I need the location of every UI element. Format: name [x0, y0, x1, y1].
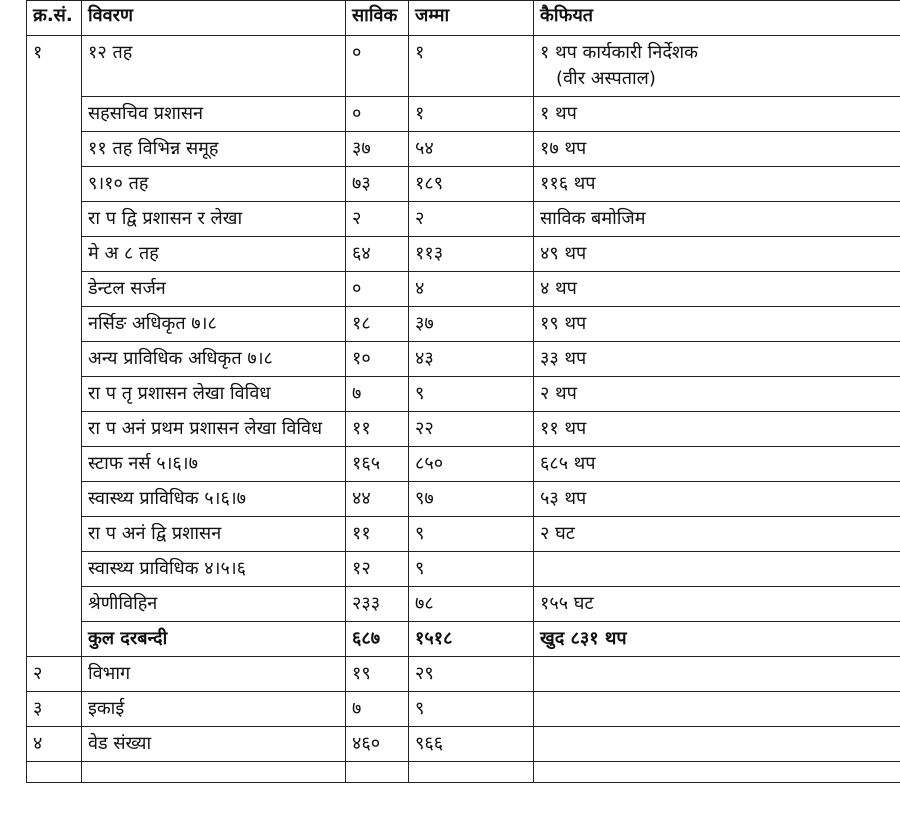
row-old: ४४ — [346, 482, 409, 517]
remarks-text: १५५ घट — [540, 593, 594, 614]
row-old: ७ — [346, 377, 409, 412]
table-row — [27, 517, 900, 552]
row-total: ७८ — [409, 587, 534, 622]
remarks-text: ४९ थप — [540, 243, 587, 264]
row-remarks — [534, 132, 900, 167]
total-total: १५१८ — [409, 622, 534, 657]
header-old: साविक — [346, 1, 409, 36]
row-total: १ — [409, 36, 534, 97]
row-total: २९ — [409, 657, 534, 692]
row-description: रा प अनं प्रथम प्रशासन लेखा विविध — [82, 412, 346, 447]
row-remarks — [534, 692, 900, 727]
total-row — [27, 622, 900, 657]
row-remarks — [534, 307, 900, 342]
remarks-text: १९ थप — [540, 313, 587, 334]
row-description: ९।१० तह — [82, 167, 346, 202]
row-old: ६४ — [346, 237, 409, 272]
row-description: इकाई — [82, 692, 346, 727]
row-remarks — [534, 482, 900, 517]
row-remarks — [534, 167, 900, 202]
cut-off-cell — [82, 762, 346, 783]
row-remarks — [534, 517, 900, 552]
cut-off-cell — [534, 762, 900, 783]
row-remarks — [534, 447, 900, 482]
row-old: २३३ — [346, 587, 409, 622]
row-old: ० — [346, 97, 409, 132]
row-description: १२ तह — [82, 36, 346, 97]
row-old: २ — [346, 202, 409, 237]
row-description: मे अ ८ तह — [82, 237, 346, 272]
remarks-text: ११ थप — [540, 418, 587, 439]
header-description: विवरण — [82, 1, 346, 36]
table-row — [27, 167, 900, 202]
cut-off-row — [27, 762, 900, 783]
row-old: ० — [346, 36, 409, 97]
row-description: ११ तह विभिन्न समूह — [82, 132, 346, 167]
remarks-text: ३३ थप — [540, 348, 587, 369]
row-description: रा प तृ प्रशासन लेखा विविध — [82, 377, 346, 412]
table-row — [27, 657, 900, 692]
total-remarks: खुद ८३१ थप — [534, 622, 900, 657]
row-description: स्टाफ नर्स ५।६।७ — [82, 447, 346, 482]
row-description: वेड संख्या — [82, 727, 346, 762]
row-remarks — [534, 202, 900, 237]
remarks-text-line2: (वीर अस्पताल) — [556, 68, 656, 89]
table-row — [27, 307, 900, 342]
table-row — [27, 692, 900, 727]
row-total: ९७ — [409, 482, 534, 517]
row-total: २२ — [409, 412, 534, 447]
cut-off-cell — [409, 762, 534, 783]
remarks-text: २ घट — [540, 523, 575, 544]
table-row — [27, 377, 900, 412]
row-old: ३७ — [346, 132, 409, 167]
row-old: ४६० — [346, 727, 409, 762]
row-sn: ४ — [27, 727, 82, 762]
table-row — [27, 132, 900, 167]
row-description: विभाग — [82, 657, 346, 692]
row-remarks — [534, 552, 900, 587]
row-total: १ — [409, 97, 534, 132]
remarks-text: साविक बमोजिम — [540, 208, 646, 229]
row-old: ११ — [346, 517, 409, 552]
row-remarks — [534, 377, 900, 412]
row-description: सहसचिव प्रशासन — [82, 97, 346, 132]
row-total: १८९ — [409, 167, 534, 202]
table-row — [27, 587, 900, 622]
row-remarks — [534, 97, 900, 132]
table-row — [27, 412, 900, 447]
cut-off-cell — [27, 762, 82, 783]
total-old: ६८७ — [346, 622, 409, 657]
remarks-text: ६८५ थप — [540, 453, 596, 474]
header-remarks: कैफियत — [534, 1, 900, 36]
table-row — [27, 202, 900, 237]
row-total: ११३ — [409, 237, 534, 272]
row-total: ५४ — [409, 132, 534, 167]
remarks-text: १ थप — [540, 103, 577, 124]
table-row — [27, 552, 900, 587]
table-row — [27, 237, 900, 272]
row-description: रा प अनं द्वि प्रशासन — [82, 517, 346, 552]
row-total: ९६६ — [409, 727, 534, 762]
row-description: रा प द्वि प्रशासन र लेखा — [82, 202, 346, 237]
staffing-table — [26, 0, 900, 783]
header-total: जम्मा — [409, 1, 534, 36]
header-sn: क्र.सं. — [27, 1, 82, 36]
row-remarks — [534, 657, 900, 692]
row-total: ४३ — [409, 342, 534, 377]
row-remarks — [534, 36, 900, 97]
row-old: ० — [346, 272, 409, 307]
remarks-text: १ थप कार्यकारी निर्देशक — [540, 42, 698, 63]
row-total: ८५० — [409, 447, 534, 482]
row-remarks — [534, 727, 900, 762]
row-description: स्वास्थ्य प्राविधिक ४।५।६ — [82, 552, 346, 587]
row-old: ७३ — [346, 167, 409, 202]
row-description: श्रेणीविहिन — [82, 587, 346, 622]
row-old: ११ — [346, 412, 409, 447]
header-row — [27, 1, 900, 36]
row-sn: ३ — [27, 692, 82, 727]
row-total: २ — [409, 202, 534, 237]
row-old: १८ — [346, 307, 409, 342]
row-remarks — [534, 237, 900, 272]
row-old: १९ — [346, 657, 409, 692]
row-old: ७ — [346, 692, 409, 727]
remarks-text: ५३ थप — [540, 488, 587, 509]
row-sn: १ — [27, 36, 82, 657]
table-row — [27, 342, 900, 377]
remarks-text: ११६ थप — [540, 173, 596, 194]
row-total: ३७ — [409, 307, 534, 342]
row-description: स्वास्थ्य प्राविधिक ५।६।७ — [82, 482, 346, 517]
row-old: १६५ — [346, 447, 409, 482]
row-remarks — [534, 587, 900, 622]
row-total: ४ — [409, 272, 534, 307]
table-body — [27, 36, 900, 783]
row-total: ९ — [409, 692, 534, 727]
row-description: नर्सिङ अधिकृत ७।८ — [82, 307, 346, 342]
row-total: ९ — [409, 552, 534, 587]
row-total: ९ — [409, 377, 534, 412]
remarks-text: ४ थप — [540, 278, 577, 299]
row-remarks — [534, 342, 900, 377]
remarks-text: १७ थप — [540, 138, 587, 159]
cut-off-cell — [346, 762, 409, 783]
remarks-text: २ थप — [540, 383, 577, 404]
table-row — [27, 97, 900, 132]
row-total: ९ — [409, 517, 534, 552]
row-old: १० — [346, 342, 409, 377]
row-old: १२ — [346, 552, 409, 587]
table-row — [27, 482, 900, 517]
row-remarks — [534, 272, 900, 307]
table-row — [27, 727, 900, 762]
table-row — [27, 447, 900, 482]
total-description: कुल दरबन्दी — [82, 622, 346, 657]
table-row — [27, 272, 900, 307]
row-sn: २ — [27, 657, 82, 692]
row-description: अन्य प्राविधिक अधिकृत ७।८ — [82, 342, 346, 377]
row-remarks — [534, 412, 900, 447]
table-row — [27, 36, 900, 97]
row-description: डेन्टल सर्जन — [82, 272, 346, 307]
